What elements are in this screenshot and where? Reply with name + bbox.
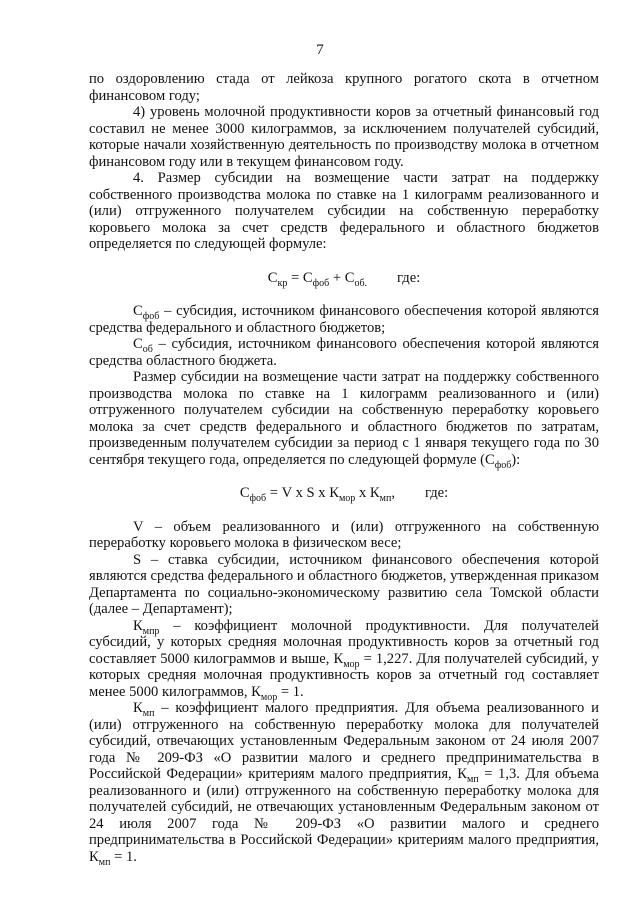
formula-c-kr: $С_{кр} = С_{фоб} + С_{об.}$ где: [267,269,421,289]
paragraph-k-mpr-definition: $К_{мпр}$ – коэффициент молочной продуктивности. Для получателей субсидий, у которых средняя молочная продуктивность коров за отчетный год составляет 5000 килограммов и выше, $К_{мор} = 1,227$. Для получателей субсидий, у которых средняя молочная продуктивность коров за отчетный год составляет менее 5000 килограммов, $К_{мор} = 1$. [89,617,599,703]
paragraph-2: 4) уровень молочной продуктивности коров за отчетный финансовый год составил не менее 3000 килограммов, за исключением получателей субсидий, которые начали хозяйственную деятельность по производству молока в отчетном финансовом году или в текущем финансовом году. [89,104,599,170]
formula-c-fob: $С_{фоб} = V$ x S x $К_{мор}$ x $К_{мп}$, где: [239,485,449,504]
document-body [89,71,599,868]
paragraph-c-ob-definition: $С_{об}$ – субсидия, источником финансового обеспечения которой являются средства областного бюджета. [89,336,599,369]
paragraph-s-definition: S – ставка субсидии, источником финансового обеспечения которой являются средства федерального и областного бюджетов, утвержденная приказом Департамента по социально-экономическому развитию села Томской области (далее – Департамент); [89,551,599,617]
page-number: 7 [316,42,324,58]
paragraph-v-definition: V – объем реализованного и (или) отгруженного на собственную переработку коровьего молока в физическом весе; [89,518,599,551]
paragraph-k-mp-definition: $К_{мп}$ – коэффициент малого предприятия. Для объема реализованного и (или) отгруженного на собственную переработку молока для получателей субсидий, отвечающих установленным Федеральным законом от 24 июля 2007 года № 209-ФЗ «О развитии малого и среднего предпринимательства в Российской Федерации» критериям малого предприятия, $К_{мп} = 1,3$. Для объема реализованного и (или) отгруженного на собственную переработку молока для получателей субсидий, не отвечающих установленным Федеральным законом от 24 июля 2007 года № 209-ФЗ «О развитии малого и среднего предпринимательства в Российской Федерации» критериям малого предприятия, $К_{мп} = 1$. [89,700,599,868]
paragraph-c-fob-definition: $С_{фоб}$ – субсидия, источником финансового обеспечения которой являются средства федерального и областного бюджетов; [89,303,599,336]
paragraph-1: по оздоровлению стада от лейкоза крупного рогатого скота в отчетном финансовом году; [89,71,599,104]
paragraph-6: Размер субсидии на возмещение части затрат на поддержку собственного производства молока по ставке на 1 килограмм реализованного и (или) отгруженного получателем субсидии на собственную переработку коровьего молока за счет средств федерального и областного бюджетов по затратам, произведенным получателем субсидии за период с 1 января текущего года по 30 сентября текущего года, определяется по следующей формуле $(С_{фоб})$: [89,369,599,471]
paragraph-3: 4. Размер субсидии на возмещение части затрат на поддержку собственного производства молока по ставке на 1 килограмм реализованного и (или) отгруженного получателем субсидии на собственную переработку коровьего молока за счет средств федерального и областного бюджетов определяется по следующей формуле: [89,170,599,252]
